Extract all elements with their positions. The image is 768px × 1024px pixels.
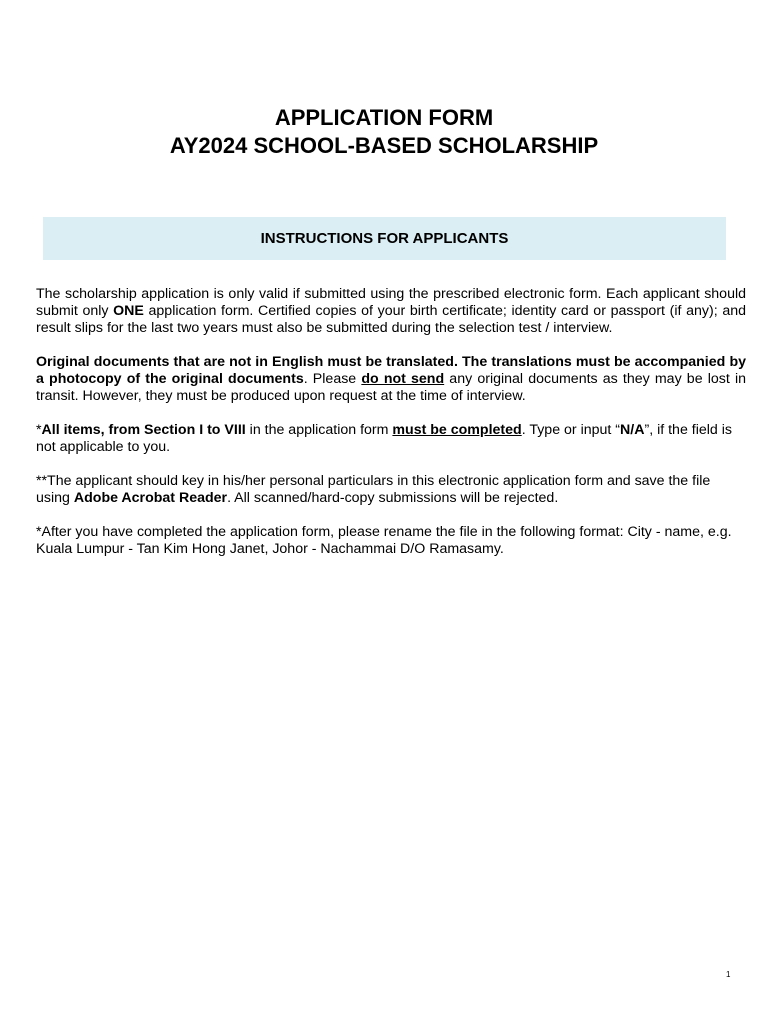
title-line-1: APPLICATION FORM [274,105,494,130]
title-line-2: AY2024 SCHOOL-BASED SCHOLARSHIP [169,133,599,158]
page-title [0,104,768,160]
paragraph-2 [36,354,746,405]
paragraph-4 [36,473,746,507]
instructions-body [36,286,746,575]
instructions-banner [43,217,726,260]
p2-do-not-send: do not send [361,371,445,387]
banner-label: INSTRUCTIONS FOR APPLICANTS [260,230,509,247]
p3-text-c: in the application form [245,422,393,438]
p1-bold-one: ONE [113,303,144,319]
p4-text-a: **The applicant should key in his/her personal particulars in this electronic application form and save the file using [36,473,711,506]
p4-text-c: . All scanned/hard-copy submissions will be rejected. [227,490,559,506]
p1-text-a: The scholarship application is only valid if submitted using the prescribed electronic form. Each applicant should submit only [36,286,746,319]
page-number: 1 [726,970,731,979]
p1-text-c: application form. Certified copies of your birth certificate; identity card or passport (if any); and result slips for the last two years must also be submitted during the selection test / interview. [36,303,746,336]
p3-bold-sections: All items, from Section I to VIII [41,422,246,438]
p3-na: N/A [620,422,645,438]
p2-text-b: . Please [303,371,362,387]
p2-bold-translation: Original documents that are not in English must be translated. The translations must be accompanied by a photocopy of the original documents [36,354,746,387]
p4-adobe-reader: Adobe Acrobat Reader [73,490,228,506]
p2-text-d: any original documents as they may be lost in transit. However, they must be produced upon request at the time of interview. [36,371,747,404]
p3-text-e: . Type or input “ [521,422,621,438]
paragraph-5 [36,524,746,558]
p3-asterisk: * [36,422,42,438]
p5-text-a: *After you have completed the application form, please rename the file in the following format: City - name, e.g. Kuala Lumpur - Tan Kim Hong Janet, Johor - Nachammai D/O Ramasamy. [36,524,732,557]
p3-text-g: ”, if the field is not applicable to you. [36,422,732,455]
paragraph-3 [36,422,746,456]
p3-must-be-completed: must be completed [392,422,522,438]
paragraph-1 [36,286,746,337]
